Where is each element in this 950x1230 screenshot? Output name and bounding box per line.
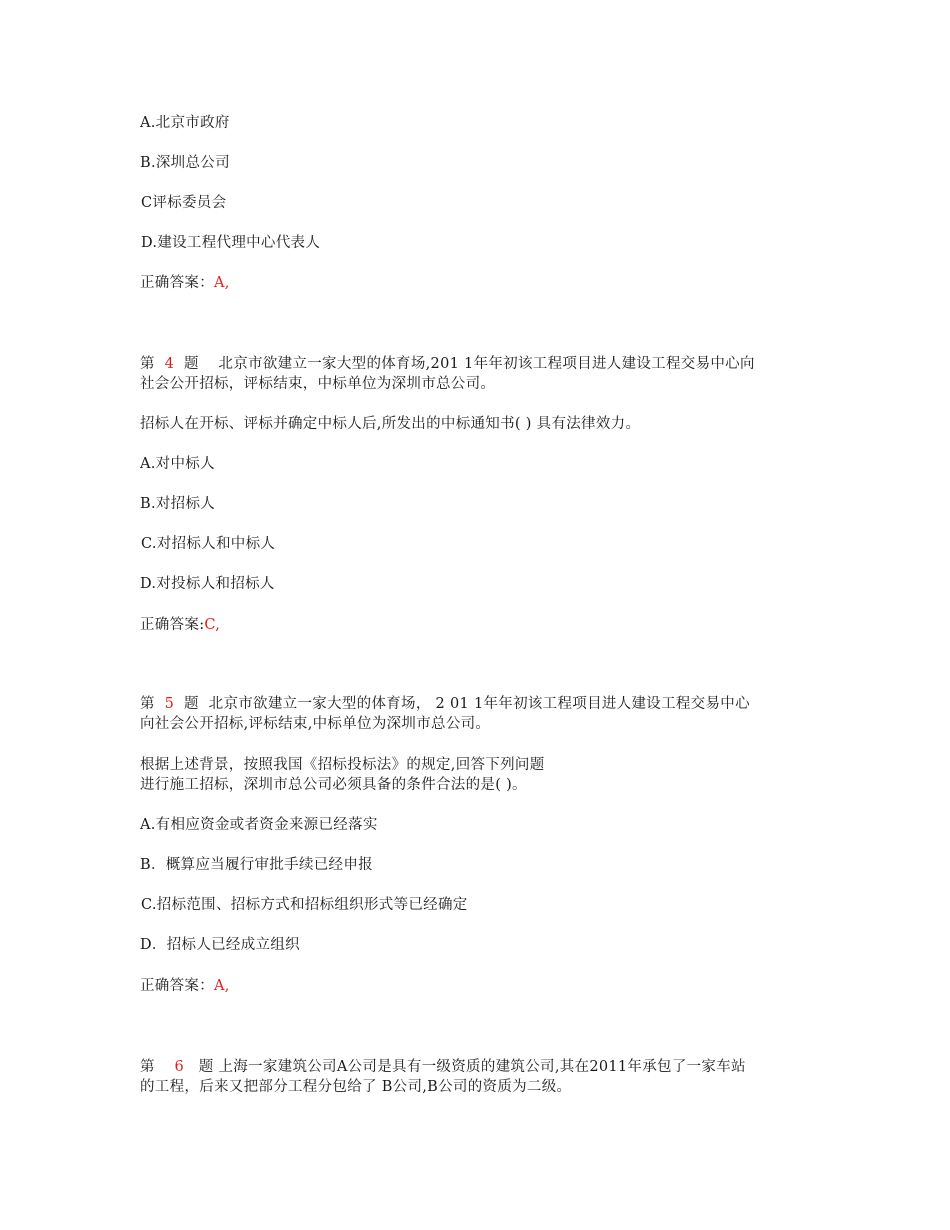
q3-option-b: B.深圳总公司 [140,155,230,171]
q4-prefix: 第 [140,356,155,372]
q3-option-d: D.建设工程代理中心代表人 [141,235,321,251]
q6-stem-line2: 的工程，后来又把部分工程分包给了 B公司,B公司的资质为二级。 [140,1079,572,1095]
q5-answer-label: 正确答案： [140,978,214,994]
q4-suffix: 题 [184,356,199,372]
q5-option-a: A.有相应资金或者资金来源已经落实 [140,817,378,833]
q4-option-d: D.对投标人和招标人 [140,576,275,592]
q5-question-line1: 根据上述背景，按照我国《招标投标法》的规定,回答下列问题 [140,757,545,773]
q5-stem-text1: 北京市欲建立一家大型的体育场， 2 01 1年年初该工程项目进人建设工程交易中心 [208,696,750,712]
q3-answer [140,273,230,293]
q5-option-c: C.招标范围、招标方式和招标组织形式等已经确定 [141,897,468,913]
q4-option-c: C.对招标人和中标人 [141,536,276,552]
q5-answer [140,976,230,996]
q4-option-b: B.对招标人 [140,496,216,512]
q3-option-c: C评标委员会 [141,195,227,211]
q4-answer-value: C, [204,617,221,633]
q5-option-b: B．概算应当履行审批手续已经申报 [140,857,373,873]
q6-number: 6 [174,1059,184,1075]
q4-stem-text1: 北京市欲建立一家大型的体育场,201 1年年初该工程项目进人建设工程交易中心向 [218,356,755,372]
q6-stem-line1 [140,1057,746,1077]
q4-answer-label: 正确答案: [140,617,205,633]
q6-stem-text1: 上海一家建筑公司A公司是具有一级资质的建筑公司,其在2011年承包了一家车站 [218,1059,746,1075]
q3-answer-value: A, [214,275,230,291]
q4-number: 4 [164,356,175,372]
q4-answer [140,615,220,635]
q4-stem-line1 [140,354,755,374]
q4-option-a: A.对中标人 [140,456,215,472]
q4-question: 招标人在开标、评标并确定中标人后,所发出的中标通知书( ) 具有法律效力。 [140,416,641,432]
q5-prefix: 第 [140,696,155,712]
q5-option-d: D．招标人已经成立组织 [140,937,300,953]
q6-suffix: 题 [198,1059,214,1075]
q5-answer-value: A, [214,978,230,994]
q5-stem-line1 [140,694,750,714]
q4-stem-line2: 社会公开招标，评标结束，中标单位为深圳市总公司。 [140,376,496,392]
q3-answer-label: 正确答案： [140,275,214,291]
q5-question-line2: 进行施工招标，深圳市总公司必须具备的条件合法的是( )。 [140,777,527,793]
q5-suffix: 题 [184,696,199,712]
q6-prefix: 第 [140,1059,155,1075]
q5-number: 5 [164,696,175,712]
q5-stem-line2: 向社会公开招标,评标结束,中标单位为深圳市总公司。 [140,716,491,732]
q3-option-a: A.北京市政府 [140,115,230,131]
